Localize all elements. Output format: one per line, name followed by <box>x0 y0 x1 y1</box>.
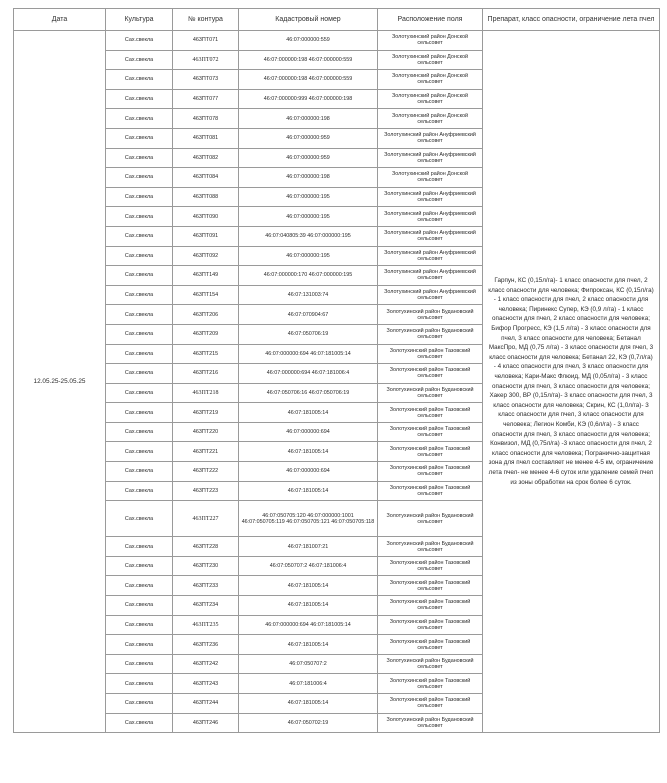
cadastral-cell: 46:07:050707:2 46:07:181006:4 <box>239 556 378 576</box>
contour-cell: 463ПТ236 <box>173 635 239 655</box>
culture-cell: Сах.свекла <box>106 31 173 51</box>
date-range-cell: 12.05.25-25.05.25 <box>14 31 106 733</box>
contour-cell: 463ПТ082 <box>173 148 239 168</box>
cadastral-cell: 46:07:000000:198 46:07:000000:559 <box>239 50 378 70</box>
culture-cell: Сах.свекла <box>106 226 173 246</box>
cadastral-cell: 46:07:181005:14 <box>239 403 378 423</box>
cadastral-cell: 46:07:000000:694 <box>239 422 378 442</box>
culture-cell: Сах.свекла <box>106 207 173 227</box>
header-row <box>14 9 660 31</box>
location-cell: Золотухинский район Будановский сельсовет <box>378 501 483 537</box>
cadastral-cell: 46:07:000000:195 <box>239 207 378 227</box>
culture-cell: Сах.свекла <box>106 596 173 616</box>
contour-cell: 463ПТ221 <box>173 442 239 462</box>
location-cell: Золотухинский район Ануфриевский сельсовет <box>378 187 483 207</box>
culture-cell: Сах.свекла <box>106 556 173 576</box>
contour-cell: 463ПТ228 <box>173 537 239 557</box>
culture-cell: Сах.свекла <box>106 50 173 70</box>
culture-cell: Сах.свекла <box>106 403 173 423</box>
cadastral-cell: 46:07:040805:39 46:07:000000:195 <box>239 226 378 246</box>
culture-cell: Сах.свекла <box>106 89 173 109</box>
contour-cell: 463ПТ071 <box>173 31 239 51</box>
contour-cell: 463ПТ073 <box>173 70 239 90</box>
location-cell: Золотухинский район Ануфриевский сельсовет <box>378 148 483 168</box>
cadastral-cell: 46:07:000000:694 <box>239 462 378 482</box>
contour-cell: 463ПТ243 <box>173 674 239 694</box>
location-cell: Золотухинский район Тазовский сельсовет <box>378 422 483 442</box>
contour-cell: 463ПТ092 <box>173 246 239 266</box>
location-cell: Золотухинский район Тазовский сельсовет <box>378 403 483 423</box>
contour-cell: 463ПТ078 <box>173 109 239 129</box>
culture-cell: Сах.свекла <box>106 422 173 442</box>
cadastral-cell: 46:07:181005:14 <box>239 576 378 596</box>
contour-cell: 463ПТ149 <box>173 266 239 286</box>
treatment-table <box>13 8 660 733</box>
culture-cell: Сах.свекла <box>106 635 173 655</box>
cadastral-cell: 46:07:000000:195 <box>239 246 378 266</box>
contour-cell: 463ПТ223 <box>173 481 239 501</box>
culture-cell: Сах.свекла <box>106 344 173 364</box>
culture-cell: Сах.свекла <box>106 713 173 733</box>
location-cell: Золотухинский район Тазовский сельсовет <box>378 344 483 364</box>
location-cell: Золотухинский район Донской сельсовет <box>378 109 483 129</box>
location-cell: Золотухинский район Тазовский сельсовет <box>378 674 483 694</box>
cadastral-cell: 46:07:050707:2 <box>239 654 378 674</box>
header-preparation: Препарат, класс опасности, ограничение лета пчел <box>483 9 660 31</box>
contour-cell: 463ПТ077 <box>173 89 239 109</box>
culture-cell: Сах.свекла <box>106 576 173 596</box>
location-cell: Золотухинский район Будановский сельсовет <box>378 305 483 325</box>
cadastral-cell: 46:07:181005:14 <box>239 596 378 616</box>
location-cell: Золотухинский район Тазовский сельсовет <box>378 576 483 596</box>
location-cell: Золотухинский район Тазовский сельсовет <box>378 556 483 576</box>
cadastral-cell: 46:07:000000:694 46:07:181005:14 <box>239 615 378 635</box>
location-cell: Золотухинский район Донской сельсовет <box>378 70 483 90</box>
location-cell: Золотухинский район Будановский сельсовет <box>378 383 483 403</box>
location-cell: Золотухинский район Ануфриевский сельсовет <box>378 266 483 286</box>
culture-cell: Сах.свекла <box>106 109 173 129</box>
contour-cell: 463ПТ246 <box>173 713 239 733</box>
location-cell: Золотухинский район Ануфриевский сельсовет <box>378 207 483 227</box>
header-date: Дата <box>14 9 106 31</box>
contour-cell: 463ПТ222 <box>173 462 239 482</box>
location-cell: Золотухинский район Тазовский сельсовет <box>378 635 483 655</box>
cadastral-cell: 46:07:070904:67 <box>239 305 378 325</box>
contour-cell: 463ПТ154 <box>173 285 239 305</box>
contour-cell: 463ПТ219 <box>173 403 239 423</box>
contour-cell: 463ПТ088 <box>173 187 239 207</box>
cadastral-cell: 46:07:131003:74 <box>239 285 378 305</box>
culture-cell: Сах.свекла <box>106 305 173 325</box>
culture-cell: Сах.свекла <box>106 246 173 266</box>
culture-cell: Сах.свекла <box>106 148 173 168</box>
location-cell: Золотухинский район Тазовский сельсовет <box>378 364 483 384</box>
culture-cell: Сах.свекла <box>106 694 173 714</box>
contour-cell: 463ПТ242 <box>173 654 239 674</box>
culture-cell: Сах.свекла <box>106 442 173 462</box>
culture-cell: Сах.свекла <box>106 168 173 188</box>
cadastral-cell: 46:07:000000:195 <box>239 187 378 207</box>
contour-cell: 463ПТ084 <box>173 168 239 188</box>
table-row <box>14 31 660 51</box>
location-cell: Золотухинский район Тазовский сельсовет <box>378 481 483 501</box>
contour-cell: 463ПТ244 <box>173 694 239 714</box>
location-cell: Золотухинский район Ануфриевский сельсовет <box>378 128 483 148</box>
header-contour: № контура <box>173 9 239 31</box>
cadastral-cell: 46:07:000000:959 <box>239 148 378 168</box>
cadastral-cell: 46:07:181005:14 <box>239 635 378 655</box>
contour-cell: 463ПТ227 <box>173 501 239 537</box>
cadastral-cell: 46:07:000000:559 <box>239 31 378 51</box>
cadastral-cell: 46:07:181007:21 <box>239 537 378 557</box>
location-cell: Золотухинский район Тазовский сельсовет <box>378 694 483 714</box>
cadastral-cell: 46:07:000000:694 46:07:181005:14 <box>239 344 378 364</box>
culture-cell: Сах.свекла <box>106 324 173 344</box>
location-cell: Золотухинский район Будановский сельсовет <box>378 713 483 733</box>
contour-cell: 463ПТ090 <box>173 207 239 227</box>
contour-cell: 463ПТ206 <box>173 305 239 325</box>
contour-cell: 463ПТ218 <box>173 383 239 403</box>
location-cell: Золотухинский район Будановский сельсовет <box>378 537 483 557</box>
document-page <box>13 8 659 733</box>
culture-cell: Сах.свекла <box>106 462 173 482</box>
contour-cell: 463ПТ216 <box>173 364 239 384</box>
culture-cell: Сах.свекла <box>106 537 173 557</box>
header-location: Расположение поля <box>378 9 483 31</box>
culture-cell: Сах.свекла <box>106 187 173 207</box>
location-cell: Золотухинский район Донской сельсовет <box>378 50 483 70</box>
cadastral-cell: 46:07:050705:120 46:07:000000:1001 46:07:050705:119 46:07:050705:121 46:07:050705:118 <box>239 501 378 537</box>
cadastral-cell: 46:07:050706:16 46:07:050706:19 <box>239 383 378 403</box>
culture-cell: Сах.свекла <box>106 70 173 90</box>
cadastral-cell: 46:07:050706:19 <box>239 324 378 344</box>
location-cell: Золотухинский район Донской сельсовет <box>378 31 483 51</box>
contour-cell: 463ПТ220 <box>173 422 239 442</box>
preparation-cell: Гарпун, КС (0,15л/га)- 1 класс опасности для пчел, 2 класс опасности для человека; Фипроксан, КС (0,15л/га) - 1 класс опасности для пчел, 2 класс опасности для человека; Пиринекс Супер, КЭ (0,9 л/га) - 1 класс опасности для пчел, 2 класс опасности для человека; Бифор Прогресс, КЭ (1,5 л/га) - 3 класс опасности для пчел, 3 класс опасности для человека; Бетанал МаксПро, МД (0,75 л/га) - 3 класс опасности для пчел, 3 класс опасности для человека; Бетанал 22, КЭ (0,7л/га) - 4 класс опасности для пчел, 3 класс опасности для человека; Кари-Макс Флюид, МД (0,05л/га) - 3 класс опасности для пчел, 3 класс опасности для человека; Хакер 300, ВР (0,15л/га)- 3 класс опасности для пчел, 3 класс опасности для человека; Скрин, КС (1,0л/га)- 3 класс опасности для пчел, 3 класс опасности для человека; Легион Комби, КЭ (0,6л/га) - 3 класс опасности для пчел, 3 класс опасности для человека; Конвизол, МД (0,75л/га) -3 класс опасности для пчел, 2 класс опасности для человека; Погранично-защитная зона для пчел составляет не менее 4-5 км, ограничение лета пчел- не менее 4-6 суток или удаление семей пчел из зоны обработки на срок более 6 суток. <box>483 31 660 733</box>
cadastral-cell: 46:07:000000:999 46:07:000000:198 <box>239 89 378 109</box>
culture-cell: Сах.свекла <box>106 654 173 674</box>
culture-cell: Сах.свекла <box>106 364 173 384</box>
cadastral-cell: 46:07:181005:14 <box>239 694 378 714</box>
culture-cell: Сах.свекла <box>106 481 173 501</box>
cadastral-cell: 46:07:000000:694 46:07:181006:4 <box>239 364 378 384</box>
cadastral-cell: 46:07:181005:14 <box>239 481 378 501</box>
location-cell: Золотухинский район Тазовский сельсовет <box>378 462 483 482</box>
cadastral-cell: 46:07:000000:170 46:07:000000:195 <box>239 266 378 286</box>
culture-cell: Сах.свекла <box>106 615 173 635</box>
contour-cell: 463ПТ091 <box>173 226 239 246</box>
table-body <box>14 31 660 733</box>
culture-cell: Сах.свекла <box>106 285 173 305</box>
cadastral-cell: 46:07:000000:198 46:07:000000:559 <box>239 70 378 90</box>
culture-cell: Сах.свекла <box>106 266 173 286</box>
location-cell: Золотухинский район Тазовский сельсовет <box>378 442 483 462</box>
contour-cell: 463ПТ215 <box>173 344 239 364</box>
culture-cell: Сах.свекла <box>106 383 173 403</box>
location-cell: Золотухинский район Ануфриевский сельсовет <box>378 246 483 266</box>
header-culture: Культура <box>106 9 173 31</box>
contour-cell: 463ПТ234 <box>173 596 239 616</box>
culture-cell: Сах.свекла <box>106 674 173 694</box>
contour-cell: 463ПТ230 <box>173 556 239 576</box>
cadastral-cell: 46:07:000000:198 <box>239 168 378 188</box>
contour-cell: 463ПТ209 <box>173 324 239 344</box>
location-cell: Золотухинский район Донской сельсовет <box>378 168 483 188</box>
location-cell: Золотухинский район Будановский сельсовет <box>378 324 483 344</box>
cadastral-cell: 46:07:000000:198 <box>239 109 378 129</box>
location-cell: Золотухинский район Ануфриевский сельсовет <box>378 285 483 305</box>
location-cell: Золотухинский район Тазовский сельсовет <box>378 596 483 616</box>
location-cell: Золотухинский район Ануфриевский сельсовет <box>378 226 483 246</box>
cadastral-cell: 46:07:181006:4 <box>239 674 378 694</box>
contour-cell: 463ПТ072 <box>173 50 239 70</box>
location-cell: Золотухинский район Будановский сельсовет <box>378 654 483 674</box>
header-cadastral: Кадастровый номер <box>239 9 378 31</box>
location-cell: Золотухинский район Донской сельсовет <box>378 89 483 109</box>
contour-cell: 463ПТ233 <box>173 576 239 596</box>
cadastral-cell: 46:07:181005:14 <box>239 442 378 462</box>
culture-cell: Сах.свекла <box>106 128 173 148</box>
cadastral-cell: 46:07:000000:959 <box>239 128 378 148</box>
cadastral-cell: 46:07:050702:19 <box>239 713 378 733</box>
contour-cell: 463ПТ235 <box>173 615 239 635</box>
contour-cell: 463ПТ081 <box>173 128 239 148</box>
culture-cell: Сах.свекла <box>106 501 173 537</box>
location-cell: Золотухинский район Тазовский сельсовет <box>378 615 483 635</box>
